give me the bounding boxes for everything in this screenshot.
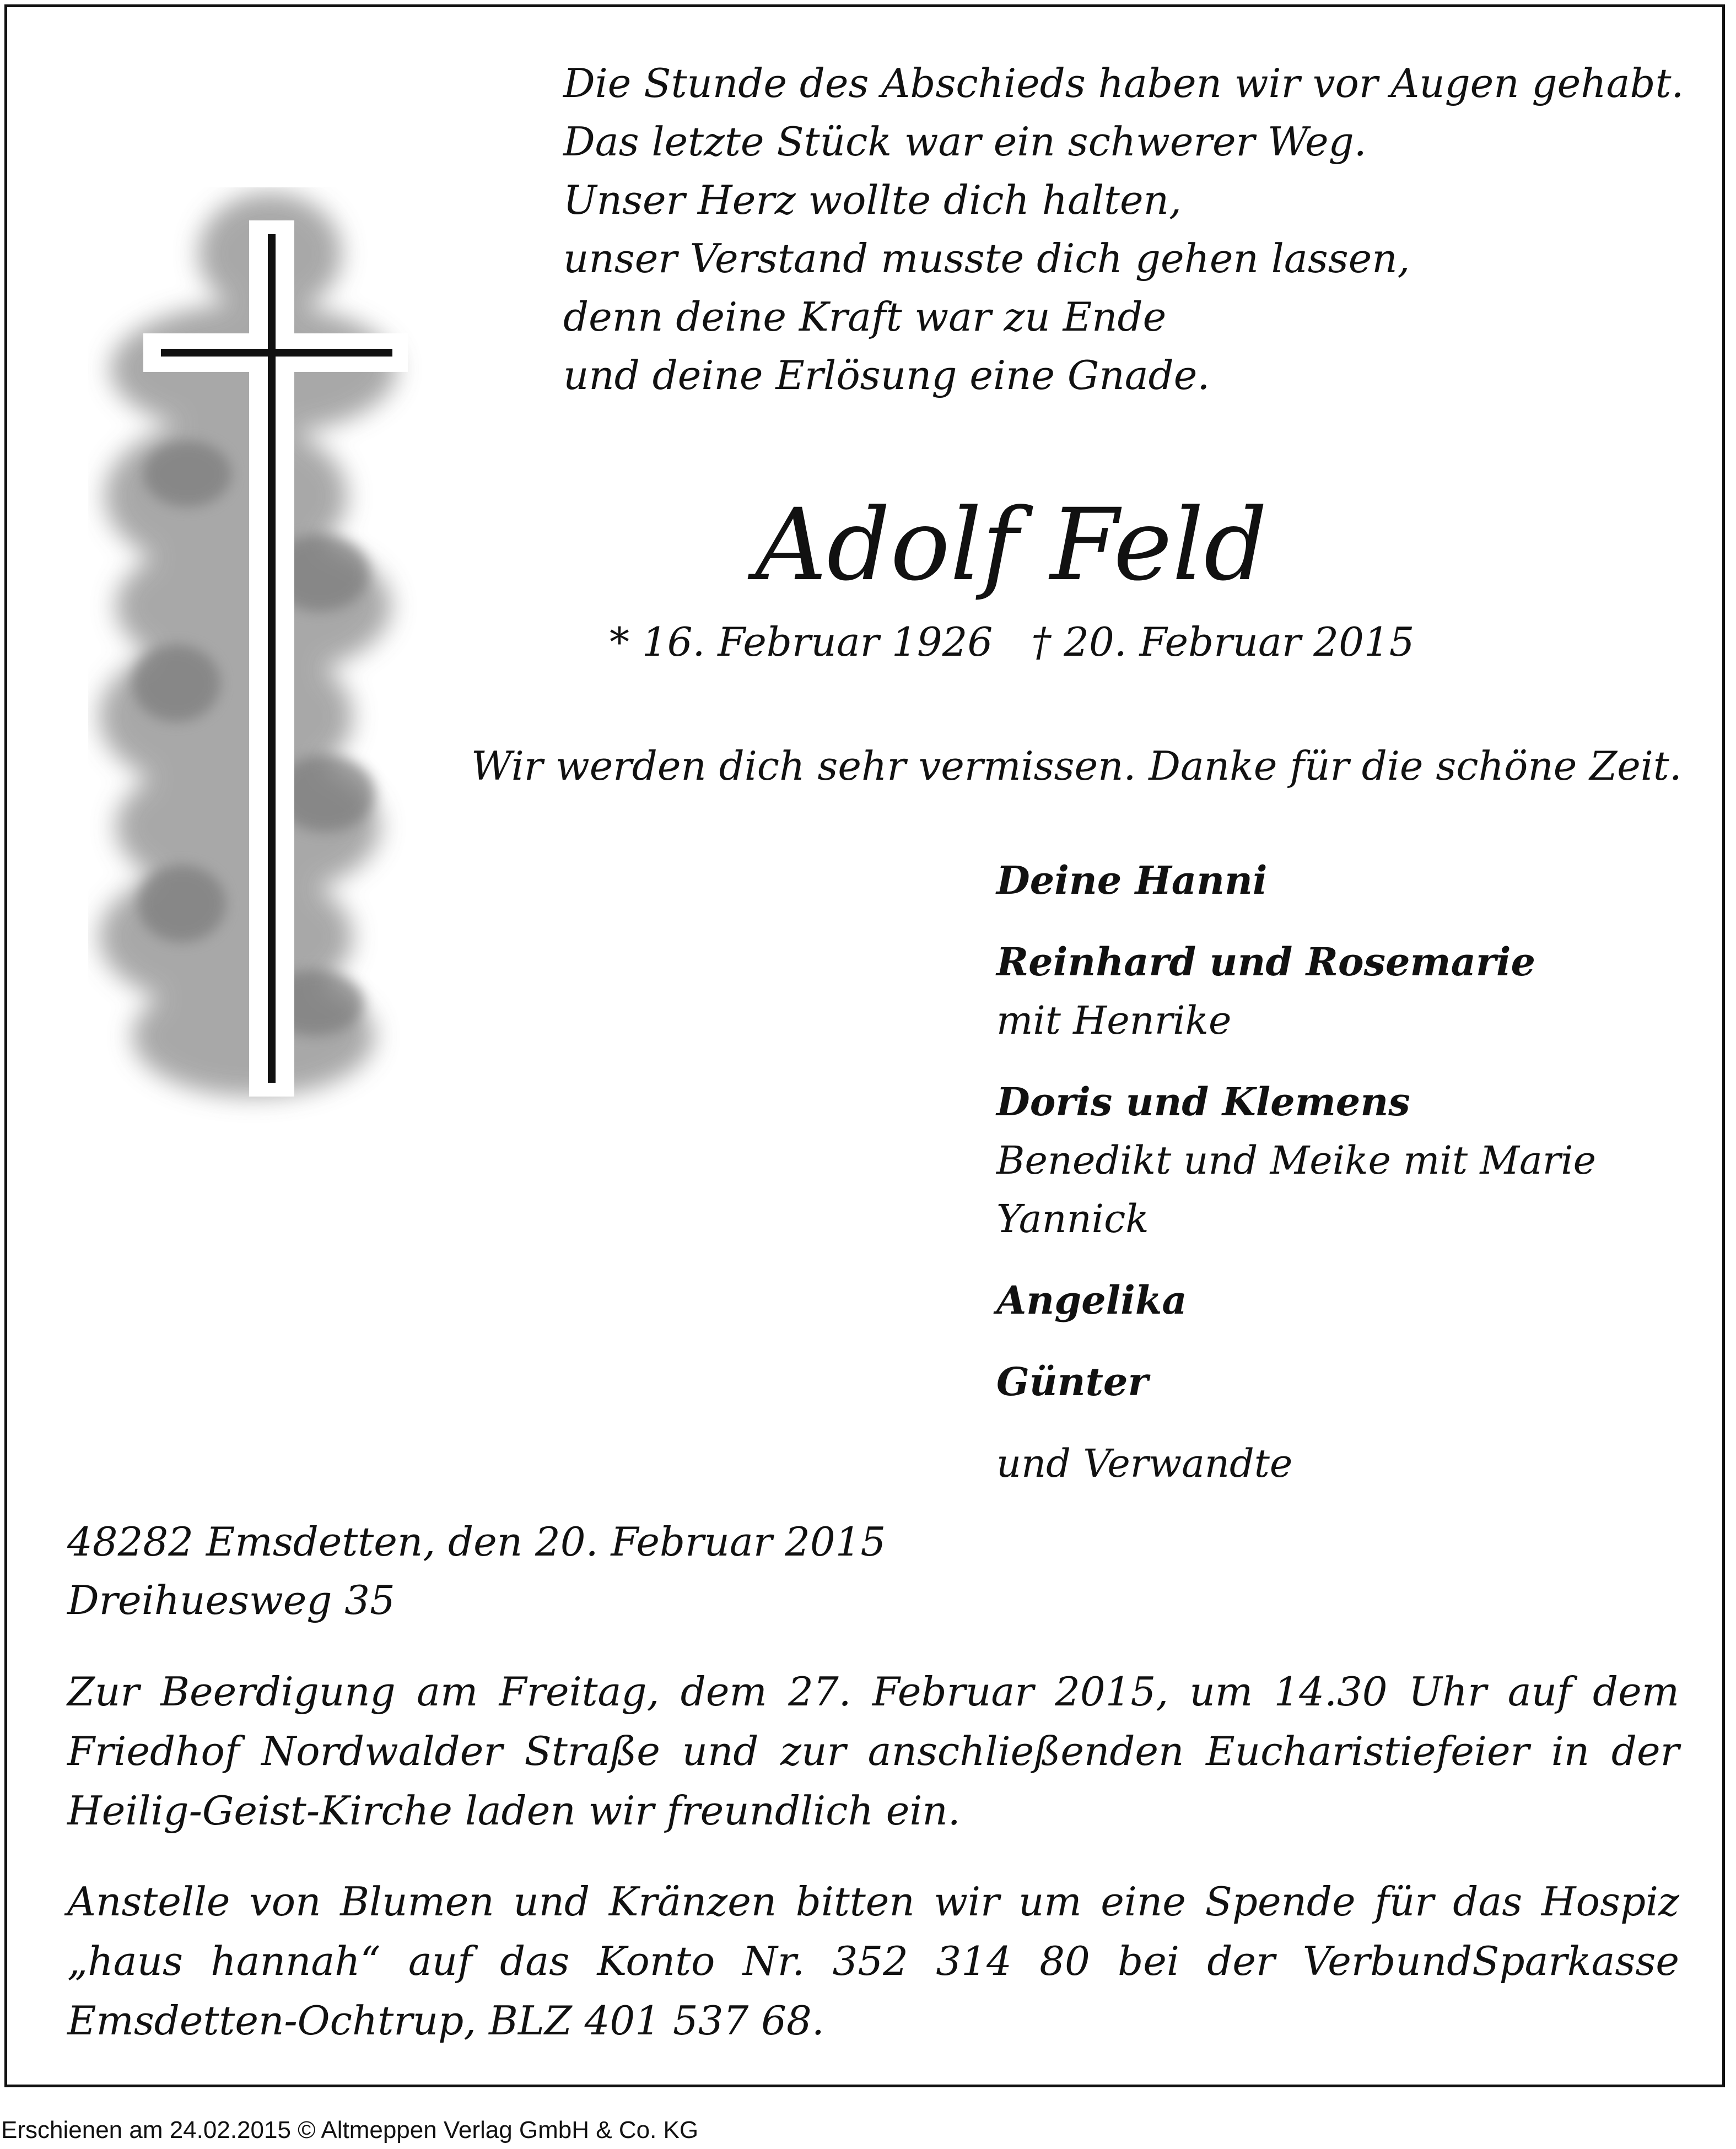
family-list — [996, 851, 1596, 1516]
cross-icon — [88, 187, 474, 1135]
poem-line: Unser Herz wollte dich halten, — [563, 177, 1182, 223]
family-head: Deine Hanni — [996, 857, 1268, 903]
poem-line: denn deine Kraft war zu Ende — [563, 294, 1167, 340]
birth-date: * 16. Februar 1926 — [610, 619, 993, 665]
death-date: † 20. Februar 2015 — [1031, 619, 1415, 665]
family-sub: Yannick — [996, 1196, 1149, 1241]
family-sub: und Verwandte — [996, 1441, 1293, 1486]
family-sub: mit Henrike — [996, 998, 1232, 1043]
poem-line: Die Stunde des Abschieds haben wir vor Augen gehabt. — [563, 60, 1684, 106]
family-group — [996, 1271, 1596, 1330]
address-line: 48282 Emsdetten, den 20. Februar 2015 — [67, 1519, 886, 1565]
poem-line: Das letzte Stück war ein schwerer Weg. — [563, 118, 1367, 165]
poem-line: und deine Erlösung eine Gnade. — [563, 352, 1210, 398]
family-group — [996, 1353, 1596, 1411]
publication-footer: Erschienen am 24.02.2015 © Altmeppen Verlag GmbH & Co. KG — [1, 2116, 699, 2143]
family-head: Doris und Klemens — [996, 1079, 1410, 1125]
family-sub: Benedikt und Meike mit Marie — [996, 1138, 1597, 1183]
address-line: Dreihuesweg 35 — [67, 1577, 395, 1623]
farewell-text: Wir werden dich sehr vermissen. Danke für die schöne Zeit. — [471, 743, 1682, 789]
donation-paragraph: Anstelle von Blumen und Kränzen bitten wir um eine Spende für das Hospiz „haus hannah“ auf das Konto Nr. 352 314 80 bei der VerbundSparkasse Emsdetten-Ochtrup, BLZ 401 537 68. — [67, 1878, 1679, 2044]
poem — [563, 54, 1684, 404]
life-dates — [610, 614, 1415, 669]
address — [67, 1513, 886, 1629]
family-head: Günter — [996, 1359, 1149, 1405]
funeral-paragraph: Zur Beerdigung am Freitag, dem 27. Februar 2015, um 14.30 Uhr auf dem Friedhof Nordwalder Straße und zur anschließenden Eucharistiefeier in der Heilig-Geist-Kirche laden wir freundlich ein. — [67, 1669, 1679, 1834]
family-group — [996, 933, 1596, 1050]
family-group — [996, 851, 1596, 910]
family-group — [996, 1434, 1596, 1493]
poem-line: unser Verstand musste dich gehen lassen, — [563, 235, 1410, 282]
family-head: Reinhard und Rosemarie — [996, 939, 1535, 985]
family-group — [996, 1073, 1596, 1248]
deceased-name: Adolf Feld — [755, 488, 1268, 603]
family-head: Angelika — [996, 1277, 1187, 1323]
